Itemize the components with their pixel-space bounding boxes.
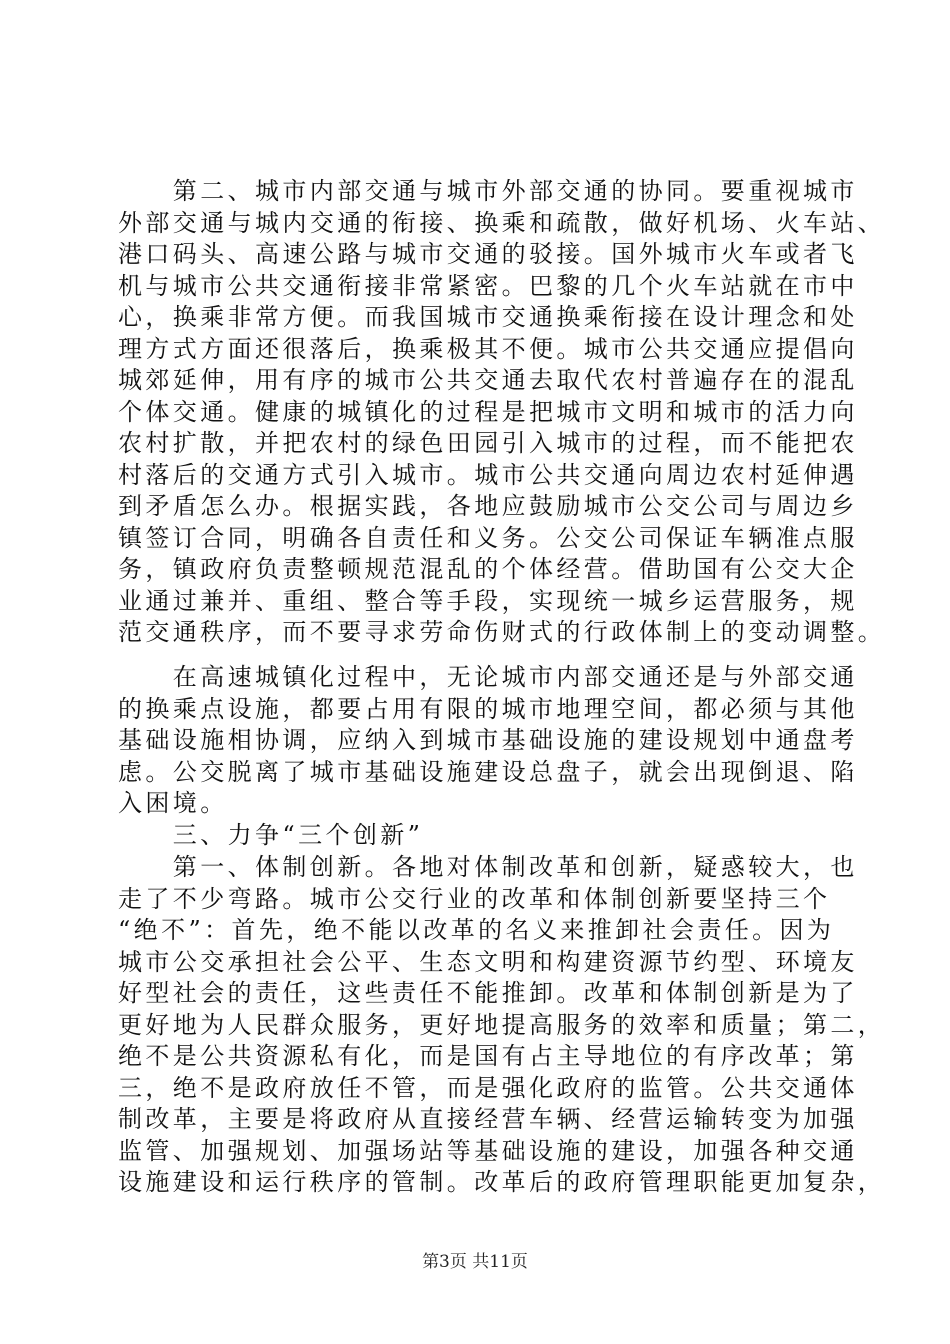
section-heading — [118, 820, 848, 852]
text-line: 在高速城镇化过程中，无论城市内部交通还是与外部交通 — [118, 663, 858, 691]
text-line: 虑。公交脱离了城市基础设施建设总盘子，就会出现倒退、陷 — [118, 757, 858, 786]
text-line: 入困境。 — [118, 789, 228, 817]
text-line: 好型社会的责任，这些责任不能推卸。改革和体制创新是为了 — [118, 979, 858, 1007]
text-line: 基础设施相协调，应纳入到城市基础设施的建设规划中通盘考 — [118, 726, 858, 754]
text-line: 第一、体制创新。各地对体制改革和创新，疑惑较大，也 — [118, 853, 858, 881]
text-line: 城郊延伸，用有序的城市公共交通去取代农村普遍存在的混乱 — [118, 366, 858, 394]
heading-three-innovations: 三、力争“三个创新” — [118, 821, 424, 849]
text-line: 三，绝不是政府放任不管，而是强化政府的监管。公共交通体 — [118, 1073, 858, 1102]
text-line: 个体交通。健康的城镇化的过程是把城市文明和城市的活力向 — [118, 397, 858, 426]
paragraph-urban-external-transport — [118, 176, 886, 649]
text-line: 更好地为人民群众服务，更好地提高服务的效率和质量；第二， — [118, 1010, 886, 1039]
text-line: 绝不是公共资源私有化，而是国有占主导地位的有序改革；第 — [118, 1042, 858, 1070]
text-line: 监管、加强规划、加强场站等基础设施的建设，加强各种交通 — [118, 1136, 858, 1165]
text-line: 业通过兼并、重组、整合等手段，实现统一城乡运营服务，规 — [118, 586, 858, 615]
text-line: 范交通秩序，而不要寻求劳命伤财式的行政体制上的变动调整。 — [118, 618, 886, 646]
paragraph-institutional-innovation — [118, 852, 886, 1199]
text-line: 设施建设和运行秩序的管制。改革后的政府管理职能更加复杂， — [118, 1168, 886, 1196]
text-line: 城市公交承担社会公平、生态文明和构建资源节约型、环境友 — [118, 947, 858, 976]
text-line: 外部交通与城内交通的衔接、换乘和疏散，做好机场、火车站、 — [118, 208, 886, 237]
text-line: 机与城市公共交通衔接非常紧密。巴黎的几个火车站就在市中 — [118, 271, 858, 300]
text-line: 到矛盾怎么办。根据实践，各地应鼓励城市公交公司与周边乡 — [118, 492, 858, 520]
text-line: 镇签订合同，明确各自责任和义务。公交公司保证车辆准点服 — [118, 523, 858, 552]
page-footer: 第3页 共11页 — [422, 1252, 528, 1272]
text-line: 的换乘点设施，都要占用有限的城市地理空间，都必须与其他 — [118, 694, 858, 723]
text-line: 务，镇政府负责整顿规范混乱的个体经营。借助国有公交大企 — [118, 555, 858, 583]
text-line: “绝不”：首先，绝不能以改革的名义来推卸社会责任。因为 — [118, 916, 835, 944]
text-line: 制改革，主要是将政府从直接经营车辆、经营运输转变为加强 — [118, 1105, 858, 1133]
text-line: 农村扩散，并把农村的绿色田园引入城市的过程，而不能把农 — [118, 429, 858, 457]
text-line: 第二、城市内部交通与城市外部交通的协同。要重视城市 — [118, 177, 858, 205]
paragraph-high-speed-urbanization — [118, 662, 858, 820]
text-line: 理方式方面还很落后，换乘极其不便。城市公共交通应提倡向 — [118, 334, 858, 363]
text-line: 村落后的交通方式引入城市。城市公共交通向周边农村延伸遇 — [118, 460, 858, 489]
text-line: 心，换乘非常方便。而我国城市交通换乘衔接在设计理念和处 — [118, 303, 858, 331]
text-line: 走了不少弯路。城市公交行业的改革和体制创新要坚持三个 — [118, 884, 831, 913]
text-line: 港口码头、高速公路与城市交通的驳接。国外城市火车或者飞 — [118, 240, 858, 268]
